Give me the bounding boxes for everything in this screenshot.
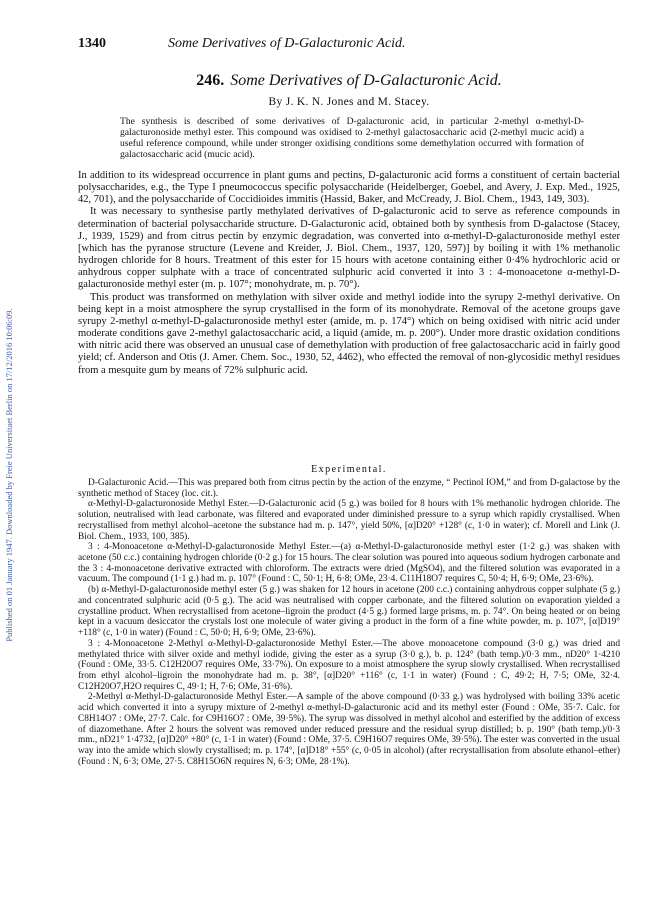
article-authors: By J. K. N. Jones and M. Stacey.	[268, 96, 430, 108]
experimental-paragraph: D-Galacturonic Acid.—This was prepared both from citrus pectin by the action of the enzyme, “ Pectinol IOM,” and from D-galactose by the synthetic method of Stacey (loc. cit.).	[78, 478, 620, 499]
running-title: Some Derivatives of D-Galacturonic Acid.	[168, 36, 406, 51]
article-title-text: Some Derivatives of D-Galacturonic Acid.	[230, 72, 502, 89]
intro-paragraph: In addition to its widespread occurrence in plant gums and pectins, D-galacturonic acid forms a constituent of certain bacterial polysaccharides, e.g., the Type I pneumococcus specific polysaccharide (Heidelberger, Goebel, and Avery, J. Exp. Med., 1925, 42, 701), and the polysaccharide of Coccidioides immitis (Hassid, Baker, and McCready, J. Biol. Chem., 1943, 149, 303).	[78, 170, 620, 206]
download-watermark-text: Published on 01 January 1947. Downloaded by Freie Universitaet Berlin on 17/12/2016 10:06:09.	[4, 308, 14, 642]
article-number: 246.	[196, 72, 225, 89]
intro-paragraph: It was necessary to synthesise partly methylated derivatives of D-galacturonic acid to serve as reference compounds in determination of bacterial polysaccharide structure. D-Galacturonic acid, obtained both by synthesis from D-galactose (Stacey, J., 1939, 1529) and from citrus pectin by enzymic degradation, was converted into α-methyl-D-galacturonoside methyl ester [which has the pyranose structure (Levene and Kreider, J. Biol. Chem., 1937, 120, 597)] by boiling it with 1% methanolic hydrogen chloride for 8 hours. Treatment of this ester for 15 hours with acetone containing either 0·4% hydrochloric acid or anhydrous copper sulphate with a trace of concentrated sulphuric acid converted it into 3 : 4-monoacetone α-methyl-D-galacturonoside methyl ester (m. p. 107°; monohydrate, m. p. 70°).	[78, 206, 620, 291]
experimental-paragraph: 3 : 4-Monoacetone 2-Methyl α-Methyl-D-galacturonoside Methyl Ester.—The above monoacetone compound (3·0 g.) was dried and methylated thrice with silver oxide and methyl iodide, giving the ester as a syrup (3·0 g.), b. p. 124° (bath temp.)/0·3 mm., nD20° 1·4210 (Found : OMe, 33·5. C12H20O7 requires OMe, 33·7%). On exposure to a moist atmosphere the syrup slowly crystallised. When recrystallised from ethyl alcohol–ligroin the monohydrate had m. p. 38°, [α]D20° +116° (c, 1·1 in water) (Found : C, 49·2; H, 7·5; OMe, 32·4. C12H20O7,H2O requires C, 49·1; H, 7·6; OMe, 31·6%).	[78, 638, 620, 692]
abstract: The synthesis is described of some derivatives of D-galacturonic acid, in particular 2-methyl α-methyl-D-galacturonoside methyl ester. This compound was oxidised to 2-methyl galactosaccharic acid (2-methyl mucic acid) a useful reference compound, while under stronger oxidising conditions some demethylation occurred with formation of galactosaccharic acid (mucic acid).	[120, 116, 584, 160]
page-number: 1340	[78, 36, 106, 51]
experimental-paragraph: 3 : 4-Monoacetone α-Methyl-D-galacturonoside Methyl Ester.—(a) α-Methyl-D-galacturonoside methyl ester (1·2 g.) was shaken with acetone (50 c.c.) containing hydrogen chloride (0·2 g.) for 15 hours. The clear solution was poured into aqueous sodium hydrogen carbonate and the 3 : 4-monoacetone derivative extracted with chloroform. The extracts were dried (MgSO4), and the filtered solution was evaporated in a vacuum. The compound (1·1 g.) had m. p. 107° (Found : C, 50·1; H, 6·8; OMe, 23·4. C11H18O7 requires C, 50·4; H, 6·9; OMe, 23·6%).	[78, 542, 620, 585]
experimental-paragraph: 2-Methyl α-Methyl-D-galacturonoside Methyl Ester.—A sample of the above compound (0·33 g.) was hydrolysed with boiling 33% acetic acid which converted it into a syrupy mixture of 2-methyl α-methyl-D-galacturonic acid and its methyl ester (Found : OMe, 35·7. Calc. for C8H14O7 : OMe, 27·7. Calc. for C9H16O7 : OMe, 39·5%). The syrup was dissolved in methyl alcohol and esterified by the addition of excess of diazomethane. After 2 hours the solvent was removed under reduced pressure and the residual syrup distilled; b. p. 190° (bath temp.)/0·3 mm., nD21° 1·4732, [α]D20° +80° (c, 1·1 in water) (Found : OMe, 37·5. C9H16O7 requires OMe, 39·5%). The ester was converted in the usual way into the amide which slowly crystallised; m. p. 174°, [α]D18° +55° (c, 0·05 in alcohol) (after recrystallisation from absolute ethanol–ether) (Found : N, 6·3; OMe, 27·5. C8H15O6N requires N, 6·3; OMe, 28·1%).	[78, 692, 620, 767]
experimental-section	[78, 478, 620, 767]
article-title	[78, 72, 620, 90]
experimental-paragraph: α-Methyl-D-galacturonoside Methyl Ester.—D-Galacturonic acid (5 g.) was boiled for 8 hours with 1% methanolic hydrogen chloride. The solution, neutralised with lead carbonate, was filtered and evaporated under diminished pressure to a syrup which rapidly crystallised. When recrystallised from methyl alcohol–acetone the substance had m. p. 147°, yield 50%, [α]D20° +128° (c, 1·0 in water); cf. Morell and Link (J. Biol. Chem., 1933, 100, 385).	[78, 499, 620, 542]
introduction	[78, 170, 620, 377]
page-header	[78, 36, 620, 56]
intro-paragraph: This product was transformed on methylation with silver oxide and methyl iodide into the syrupy 2-methyl derivative. On being kept in a moist atmosphere the syrup crystallised in the form of its monohydrate. Removal of the acetone groups gave syrupy 2-methyl α-methyl-D-galacturonoside methyl ester (amide, m. p. 174°) which on being oxidised with nitric acid under moderate conditions gave 2-methyl galactosaccharic acid, a liquid (amide, m. p. 200°). Under more drastic oxidation conditions with nitric acid there was observed an unusual case of demethylation with production of free galactosaccharic acid in fairly good yield; cf. Anderson and Otis (J. Amer. Chem. Soc., 1930, 52, 4462), who effected the removal of non-glycosidic methyl residues from a mesquite gum by means of 72% sulphuric acid.	[78, 291, 620, 376]
experimental-heading: Experimental.	[311, 464, 387, 475]
experimental-paragraph: (b) α-Methyl-D-galacturonoside methyl ester (5 g.) was shaken for 12 hours in acetone (200 c.c.) containing anhydrous copper sulphate (5 g.) and concentrated sulphuric acid (0·5 g.). The acid was neutralised with copper carbonate, and the filtered solution on evaporation yielded a crystalline product. When recrystallised from acetone–ligroin the product (4·5 g.) formed large prisms, m. p. 74°. On being heated or on being kept in a vacuum desiccator the crystals lost one molecule of water giving a product in the form of a fine white powder, m. p. 107°, [α]D19° +118° (c, 1·0 in water) (Found : C, 50·0; H, 6·9; OMe, 23·6%).	[78, 585, 620, 639]
download-watermark	[2, 150, 16, 800]
